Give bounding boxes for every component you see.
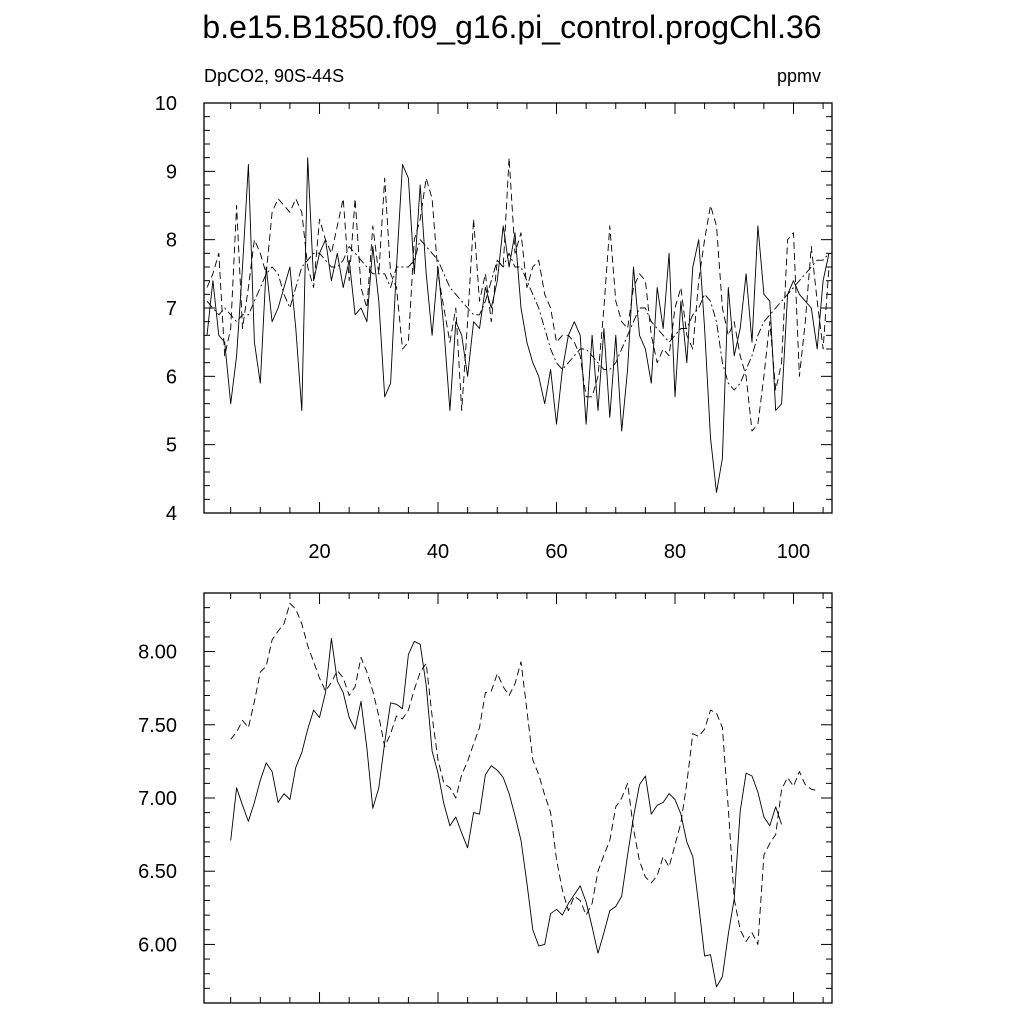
series-line-dashed — [231, 603, 818, 944]
y-tick-label: 6 — [165, 366, 177, 389]
bottom-panel — [138, 593, 832, 1003]
top-panel-units-label: ppmv — [776, 66, 821, 86]
top-tick-labels — [155, 93, 810, 563]
x-tick-label: 60 — [545, 541, 568, 563]
y-tick-label: 7.00 — [138, 788, 177, 810]
y-tick-label: 7 — [165, 298, 177, 320]
top-series-lines — [207, 158, 829, 493]
x-tick-label: 20 — [308, 541, 331, 563]
y-tick-label: 7.50 — [138, 714, 177, 737]
y-tick-label: 4 — [165, 503, 177, 525]
x-tick-label: 80 — [663, 541, 687, 563]
bottom-axis-ticks — [204, 593, 832, 1003]
y-tick-label: 9 — [165, 161, 177, 184]
series-line-solid — [207, 158, 829, 493]
y-tick-label: 6.50 — [138, 861, 177, 884]
top-panel-left-label: DpCO2, 90S-44S — [204, 66, 345, 86]
figure-title: b.e15.B1850.f09_g16.pi_control.progChl.36 — [202, 9, 822, 45]
x-tick-label: 100 — [776, 541, 811, 563]
top-panel — [155, 66, 832, 563]
bottom-series-lines — [231, 603, 818, 987]
top-axis-ticks — [204, 103, 832, 513]
y-tick-label: 8 — [165, 229, 177, 252]
series-line-dash-dot — [207, 240, 829, 390]
y-tick-label: 10 — [154, 93, 177, 115]
y-tick-label: 5 — [165, 434, 177, 457]
y-tick-label: 8.00 — [138, 641, 177, 664]
y-tick-label: 6.00 — [138, 934, 177, 957]
top-plot-frame — [204, 103, 832, 513]
bottom-plot-frame — [204, 593, 832, 1003]
x-tick-label: 40 — [426, 541, 450, 563]
bottom-tick-labels — [138, 642, 177, 957]
